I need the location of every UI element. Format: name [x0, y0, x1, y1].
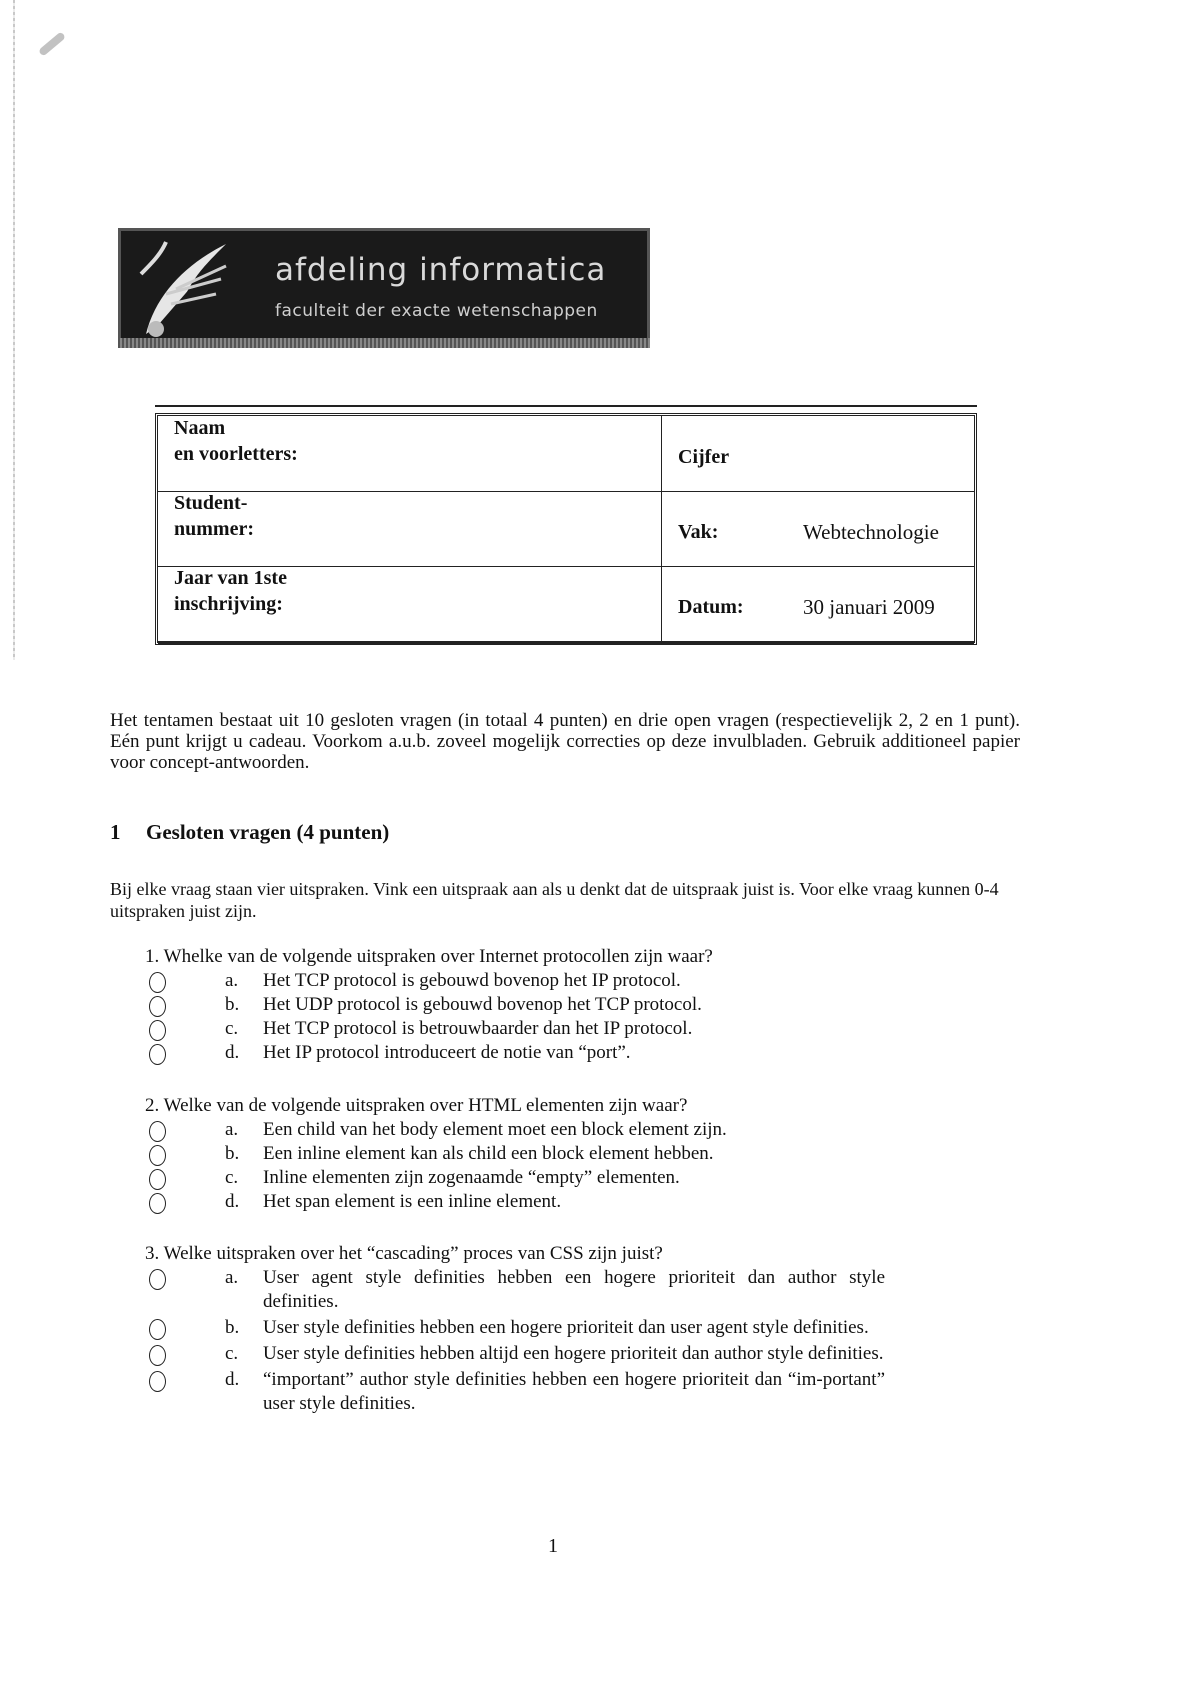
course-value: Webtechnologie: [803, 520, 939, 544]
page-number: 1: [548, 1535, 558, 1557]
question-2: [145, 1094, 885, 1214]
date-label: Datum:: [678, 596, 744, 618]
option: [145, 969, 885, 993]
option: [145, 1266, 885, 1314]
enrollment-year-label: Jaar van 1ste inschrijving:: [174, 567, 287, 615]
scan-smudge: [38, 31, 66, 56]
answer-radio[interactable]: [149, 1345, 166, 1366]
banner-subtitle: faculteit der exacte wetenschappen: [275, 301, 598, 321]
date-value: 30 januari 2009: [803, 595, 935, 619]
option: [145, 1041, 885, 1065]
option: [145, 1166, 885, 1190]
option-text: Het span element is een inline element.: [263, 1191, 562, 1212]
option: [145, 1190, 885, 1214]
option-letter: c.: [225, 1343, 239, 1364]
question-3: [145, 1242, 885, 1418]
scan-edge: [13, 0, 15, 660]
option-letter: d.: [225, 1369, 240, 1390]
question-text: 1. Whelke van de volgende uitspraken over Internet protocollen zijn waar?: [145, 946, 713, 967]
option: [145, 1142, 885, 1166]
student-number-label: Student- nummer:: [174, 492, 254, 540]
info-row-enrollment-year: [158, 566, 974, 644]
name-label: Naam en voorletters:: [174, 417, 298, 465]
option-letter: a.: [225, 970, 239, 991]
option: [145, 1368, 885, 1416]
student-info-table: [155, 405, 977, 645]
section-title: Gesloten vragen (4 punten): [146, 820, 390, 844]
course-label: Vak:: [678, 521, 719, 543]
option-letter: c.: [225, 1167, 239, 1188]
exam-intro: Het tentamen bestaat uit 10 gesloten vragen (in totaal 4 punten) en drie open vragen (respectievelijk 2, 2 en 1 punt). Eén punt krijgt u cadeau. Voorkom a.u.b. zoveel mogelijk correcties op deze invulbladen. Gebruik additioneel papier voor concept-antwoorden.: [110, 710, 1020, 773]
option-text: Het IP protocol introduceert de notie van “port”.: [263, 1042, 631, 1063]
option-letter: c.: [225, 1018, 239, 1039]
option-letter: d.: [225, 1191, 240, 1212]
answer-radio[interactable]: [149, 1319, 166, 1340]
option-letter: b.: [225, 1317, 240, 1338]
answer-radio[interactable]: [149, 1121, 166, 1142]
question-1: [145, 945, 885, 1065]
info-row-student-number: [158, 491, 974, 567]
answer-radio[interactable]: [149, 1193, 166, 1214]
option-letter: d.: [225, 1042, 240, 1063]
option-text: Een inline element kan als child een block element hebben.: [263, 1143, 714, 1164]
department-banner: [118, 228, 650, 348]
banner-stripe: [118, 338, 650, 348]
answer-radio[interactable]: [149, 972, 166, 993]
instructions: Bij elke vraag staan vier uitspraken. Vink een uitspraak aan als u denkt dat de uitspraak juist is. Voor elke vraag kunnen 0-4 uitspraken juist zijn.: [110, 879, 999, 921]
answer-radio[interactable]: [149, 996, 166, 1017]
option-letter: a.: [225, 1267, 239, 1288]
option-text: “important” author style definities hebben een hogere prioriteit dan “im-portant” user style definities.: [263, 1369, 885, 1414]
option: [145, 1342, 885, 1366]
answer-radio[interactable]: [149, 1044, 166, 1065]
grade-label: Cijfer: [678, 446, 730, 468]
option-text: User agent style definities hebben een hogere prioriteit dan author style definities.: [263, 1267, 885, 1312]
section-heading: [110, 820, 389, 845]
option-text: Inline elementen zijn zogenaamde “empty” elementen.: [263, 1167, 680, 1188]
option-text: User style definities hebben altijd een hogere prioriteit dan author style definities.: [263, 1343, 884, 1364]
option-text: Een child van het body element moet een block element zijn.: [263, 1119, 727, 1140]
option-letter: a.: [225, 1119, 239, 1140]
answer-radio[interactable]: [149, 1269, 166, 1290]
question-text: 3. Welke uitspraken over het “cascading” proces van CSS zijn juist?: [145, 1243, 663, 1264]
section-number: 1: [110, 820, 121, 844]
option-letter: b.: [225, 994, 240, 1015]
option: [145, 1118, 885, 1142]
option-letter: b.: [225, 1143, 240, 1164]
option: [145, 993, 885, 1017]
option: [145, 1017, 885, 1041]
option: [145, 1316, 885, 1340]
answer-radio[interactable]: [149, 1169, 166, 1190]
question-text: 2. Welke van de volgende uitspraken over HTML elementen zijn waar?: [145, 1095, 688, 1116]
option-text: User style definities hebben een hogere prioriteit dan user agent style definities.: [263, 1317, 869, 1338]
answer-radio[interactable]: [149, 1145, 166, 1166]
option-text: Het TCP protocol is betrouwbaarder dan het IP protocol.: [263, 1018, 693, 1039]
banner-title: afdeling informatica: [275, 252, 607, 288]
table-column-divider: [661, 416, 662, 642]
feather-logo-icon: [126, 234, 236, 342]
option-text: Het UDP protocol is gebouwd bovenop het TCP protocol.: [263, 994, 702, 1015]
answer-radio[interactable]: [149, 1371, 166, 1392]
option-text: Het TCP protocol is gebouwd bovenop het IP protocol.: [263, 970, 681, 991]
answer-radio[interactable]: [149, 1020, 166, 1041]
info-row-name: [158, 416, 974, 492]
